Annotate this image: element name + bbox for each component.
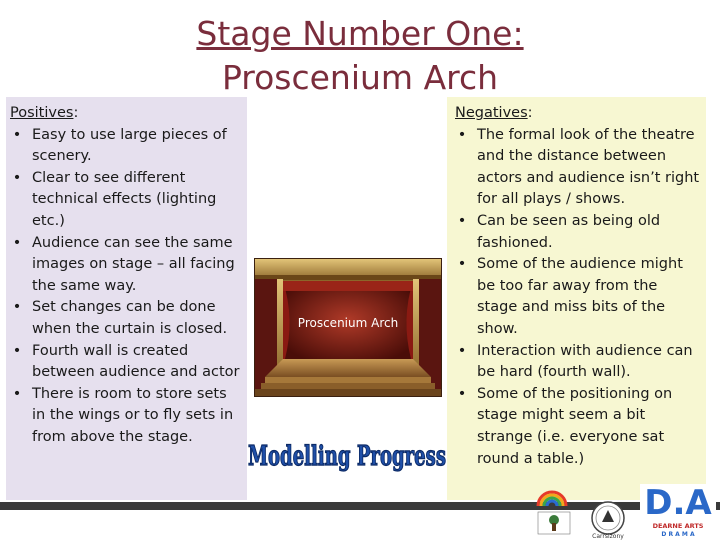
list-item (455, 211, 702, 254)
list-item-text: Clear to see different technical effects (lighting etc.) (32, 169, 217, 229)
list-item-text: Some of the audience might be too far away from the stage and miss bits of the show. (477, 256, 683, 337)
slide-title (150, 12, 570, 100)
bullet-icon: • (457, 385, 467, 402)
proscenium-stage-image (254, 258, 442, 397)
modelling-progress-logo-graphic (245, 432, 450, 476)
modelling-progress-logo (245, 432, 450, 476)
list-item (10, 341, 243, 384)
title-line-1: Stage Number One: (196, 14, 524, 53)
list-item-text: Some of the positioning on stage might seem a bit strange (i.e. everyone sat round a table.) (477, 385, 673, 467)
bullet-icon: • (12, 385, 22, 402)
negatives-heading-colon: : (527, 105, 533, 121)
list-item (455, 341, 702, 384)
list-item-text: Easy to use large pieces of scenery. (32, 126, 227, 165)
negatives-panel (447, 97, 706, 500)
bullet-icon: • (12, 126, 22, 143)
list-item-text: Fourth wall is created between audience and actor (32, 342, 240, 381)
list-item-text: The formal look of the theatre and the distance between actors and audience isn’t right for all plays / shows. (477, 126, 700, 208)
list-item (10, 297, 243, 340)
list-item-text: Can be seen as being old fashioned. (477, 212, 661, 251)
bullet-icon: • (457, 126, 467, 143)
list-item-text: There is room to store sets in the wings or to fly sets in from above the stage. (32, 385, 234, 445)
list-item-text: Audience can see the same images on stage – all facing the same way. (32, 234, 235, 294)
negatives-list (455, 125, 702, 471)
dearne-line2: D R A M A (661, 531, 695, 538)
partner-logos (530, 470, 720, 540)
bullet-icon: • (457, 342, 467, 359)
list-item (10, 168, 243, 233)
title-line-2: Proscenium Arch (221, 58, 499, 97)
positives-heading: Positives (10, 105, 74, 121)
dearne-big-letters: D.A (644, 483, 712, 523)
negatives-heading: Negatives (455, 105, 528, 121)
list-item (455, 384, 702, 470)
bullet-icon: • (12, 234, 22, 251)
list-item-text: Set changes can be done when the curtain is closed. (32, 299, 228, 337)
bullet-icon: • (457, 212, 467, 229)
bullet-icon: • (12, 299, 22, 316)
list-item (455, 125, 702, 211)
positives-heading-row (10, 103, 243, 125)
positives-panel (6, 97, 247, 500)
logo2-text: Carrsizony (592, 533, 624, 540)
list-item (10, 125, 243, 168)
list-item-text: Interaction with audience can be hard (fourth wall). (477, 342, 693, 381)
negatives-heading-row (455, 103, 702, 125)
list-item (455, 254, 702, 340)
bullet-icon: • (457, 256, 467, 273)
positives-list (10, 125, 243, 449)
list-item (10, 384, 243, 449)
footer-band (0, 510, 540, 540)
stage-caption: Proscenium Arch (297, 316, 399, 330)
positives-heading-colon: : (73, 105, 79, 121)
bullet-icon: • (12, 169, 22, 186)
dearne-line1: DEARNE ARTS (652, 522, 704, 530)
list-item (10, 233, 243, 298)
modelling-progress-text: Modelling Progress (248, 441, 446, 472)
bullet-icon: • (12, 342, 22, 359)
partner-logos-graphic (530, 470, 720, 540)
